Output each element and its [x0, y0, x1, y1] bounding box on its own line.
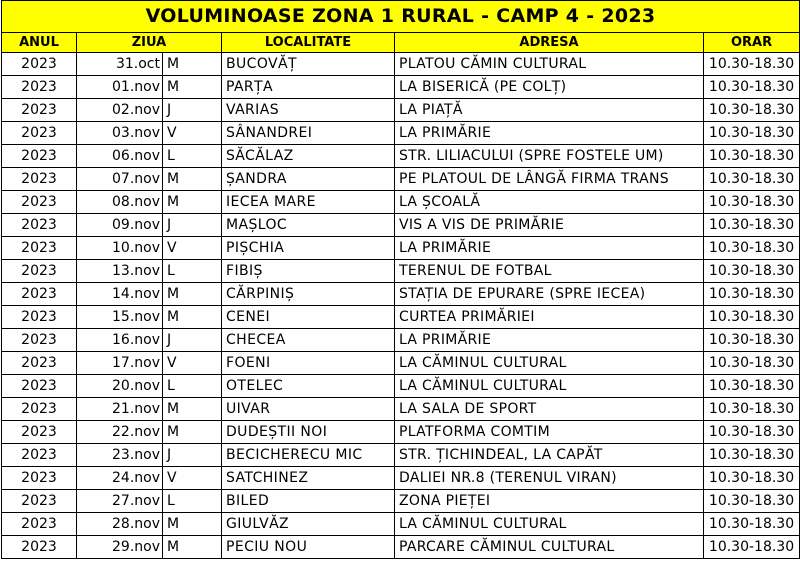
- date-cell: 20.nov: [77, 375, 163, 398]
- address-cell: LA PRIMĂRIE: [395, 237, 704, 260]
- date-cell: 08.nov: [77, 191, 163, 214]
- locality-cell: CHECEA: [222, 329, 395, 352]
- weekday-cell: J: [163, 444, 222, 467]
- year-cell: 2023: [2, 536, 77, 559]
- header-address: ADRESA: [395, 33, 704, 53]
- weekday-cell: L: [163, 490, 222, 513]
- table-row: [2, 214, 800, 237]
- table-row: [2, 260, 800, 283]
- date-cell: 27.nov: [77, 490, 163, 513]
- weekday-cell: M: [163, 283, 222, 306]
- hours-cell: 10.30-18.30: [704, 352, 800, 375]
- year-cell: 2023: [2, 237, 77, 260]
- weekday-cell: M: [163, 421, 222, 444]
- table-row: [2, 467, 800, 490]
- weekday-cell: M: [163, 168, 222, 191]
- year-cell: 2023: [2, 283, 77, 306]
- year-cell: 2023: [2, 76, 77, 99]
- date-cell: 06.nov: [77, 145, 163, 168]
- table-row: [2, 513, 800, 536]
- year-cell: 2023: [2, 444, 77, 467]
- address-cell: LA PRIMĂRIE: [395, 122, 704, 145]
- table-row: [2, 145, 800, 168]
- locality-cell: MAȘLOC: [222, 214, 395, 237]
- year-cell: 2023: [2, 168, 77, 191]
- locality-cell: BUCOVĂȚ: [222, 53, 395, 76]
- weekday-cell: L: [163, 375, 222, 398]
- hours-cell: 10.30-18.30: [704, 467, 800, 490]
- hours-cell: 10.30-18.30: [704, 122, 800, 145]
- header-year: ANUL: [2, 33, 77, 53]
- table-row: [2, 490, 800, 513]
- locality-cell: SATCHINEZ: [222, 467, 395, 490]
- weekday-cell: M: [163, 191, 222, 214]
- address-cell: PARCARE CĂMINUL CULTURAL: [395, 536, 704, 559]
- year-cell: 2023: [2, 53, 77, 76]
- locality-cell: ȘANDRA: [222, 168, 395, 191]
- weekday-cell: M: [163, 513, 222, 536]
- table-row: [2, 536, 800, 559]
- hours-cell: 10.30-18.30: [704, 260, 800, 283]
- address-cell: DALIEI NR.8 (TERENUL VIRAN): [395, 467, 704, 490]
- hours-cell: 10.30-18.30: [704, 99, 800, 122]
- date-cell: 14.nov: [77, 283, 163, 306]
- hours-cell: 10.30-18.30: [704, 76, 800, 99]
- header-locality: LOCALITATE: [222, 33, 395, 53]
- table-body: [2, 53, 800, 559]
- address-cell: LA ȘCOALĂ: [395, 191, 704, 214]
- table-row: [2, 421, 800, 444]
- weekday-cell: J: [163, 329, 222, 352]
- table-row: [2, 237, 800, 260]
- locality-cell: DUDEȘTII NOI: [222, 421, 395, 444]
- title-row: [2, 1, 800, 33]
- header-row: [2, 33, 800, 53]
- weekday-cell: V: [163, 352, 222, 375]
- weekday-cell: J: [163, 99, 222, 122]
- year-cell: 2023: [2, 99, 77, 122]
- table-row: [2, 398, 800, 421]
- weekday-cell: M: [163, 76, 222, 99]
- locality-cell: SĂCĂLAZ: [222, 145, 395, 168]
- hours-cell: 10.30-18.30: [704, 214, 800, 237]
- date-cell: 16.nov: [77, 329, 163, 352]
- hours-cell: 10.30-18.30: [704, 53, 800, 76]
- locality-cell: GIULVĂZ: [222, 513, 395, 536]
- locality-cell: SÂNANDREI: [222, 122, 395, 145]
- address-cell: PE PLATOUL DE LÂNGĂ FIRMA TRANS: [395, 168, 704, 191]
- hours-cell: 10.30-18.30: [704, 421, 800, 444]
- table-row: [2, 306, 800, 329]
- address-cell: LA CĂMINUL CULTURAL: [395, 513, 704, 536]
- hours-cell: 10.30-18.30: [704, 513, 800, 536]
- address-cell: PLATFORMA COMTIM: [395, 421, 704, 444]
- hours-cell: 10.30-18.30: [704, 191, 800, 214]
- weekday-cell: M: [163, 536, 222, 559]
- date-cell: 22.nov: [77, 421, 163, 444]
- table-row: [2, 191, 800, 214]
- date-cell: 09.nov: [77, 214, 163, 237]
- locality-cell: FIBIȘ: [222, 260, 395, 283]
- address-cell: STR. LILIACULUI (SPRE FOSTELE UM): [395, 145, 704, 168]
- hours-cell: 10.30-18.30: [704, 145, 800, 168]
- address-cell: TERENUL DE FOTBAL: [395, 260, 704, 283]
- address-cell: ZONA PIEȚEI: [395, 490, 704, 513]
- weekday-cell: M: [163, 53, 222, 76]
- table-row: [2, 76, 800, 99]
- year-cell: 2023: [2, 306, 77, 329]
- locality-cell: PARȚA: [222, 76, 395, 99]
- locality-cell: UIVAR: [222, 398, 395, 421]
- hours-cell: 10.30-18.30: [704, 283, 800, 306]
- page-title: VOLUMINOASE ZONA 1 RURAL - CAMP 4 - 2023: [2, 1, 800, 33]
- address-cell: LA BISERICĂ (PE COLȚ): [395, 76, 704, 99]
- locality-cell: BILED: [222, 490, 395, 513]
- table-row: [2, 444, 800, 467]
- hours-cell: 10.30-18.30: [704, 237, 800, 260]
- locality-cell: PECIU NOU: [222, 536, 395, 559]
- table-row: [2, 122, 800, 145]
- weekday-cell: V: [163, 122, 222, 145]
- locality-cell: BECICHERECU MIC: [222, 444, 395, 467]
- date-cell: 13.nov: [77, 260, 163, 283]
- hours-cell: 10.30-18.30: [704, 536, 800, 559]
- year-cell: 2023: [2, 329, 77, 352]
- date-cell: 31.oct: [77, 53, 163, 76]
- locality-cell: PIȘCHIA: [222, 237, 395, 260]
- header-hours: ORAR: [704, 33, 800, 53]
- weekday-cell: M: [163, 398, 222, 421]
- address-cell: LA PIAȚĂ: [395, 99, 704, 122]
- address-cell: PLATOU CĂMIN CULTURAL: [395, 53, 704, 76]
- year-cell: 2023: [2, 513, 77, 536]
- weekday-cell: L: [163, 145, 222, 168]
- header-day: ZIUA: [77, 33, 222, 53]
- address-cell: CURTEA PRIMĂRIEI: [395, 306, 704, 329]
- locality-cell: OTELEC: [222, 375, 395, 398]
- date-cell: 03.nov: [77, 122, 163, 145]
- hours-cell: 10.30-18.30: [704, 444, 800, 467]
- year-cell: 2023: [2, 260, 77, 283]
- date-cell: 21.nov: [77, 398, 163, 421]
- year-cell: 2023: [2, 421, 77, 444]
- weekday-cell: M: [163, 306, 222, 329]
- year-cell: 2023: [2, 490, 77, 513]
- hours-cell: 10.30-18.30: [704, 375, 800, 398]
- hours-cell: 10.30-18.30: [704, 398, 800, 421]
- address-cell: LA PRIMĂRIE: [395, 329, 704, 352]
- date-cell: 01.nov: [77, 76, 163, 99]
- address-cell: STR. ȚICHINDEAL, LA CAPĂT: [395, 444, 704, 467]
- year-cell: 2023: [2, 352, 77, 375]
- address-cell: STAȚIA DE EPURARE (SPRE IECEA): [395, 283, 704, 306]
- date-cell: 29.nov: [77, 536, 163, 559]
- table-row: [2, 99, 800, 122]
- address-cell: LA CĂMINUL CULTURAL: [395, 352, 704, 375]
- hours-cell: 10.30-18.30: [704, 490, 800, 513]
- weekday-cell: V: [163, 467, 222, 490]
- hours-cell: 10.30-18.30: [704, 329, 800, 352]
- address-cell: LA CĂMINUL CULTURAL: [395, 375, 704, 398]
- date-cell: 07.nov: [77, 168, 163, 191]
- year-cell: 2023: [2, 122, 77, 145]
- schedule-table: [1, 0, 800, 559]
- weekday-cell: J: [163, 214, 222, 237]
- address-cell: LA SALA DE SPORT: [395, 398, 704, 421]
- hours-cell: 10.30-18.30: [704, 168, 800, 191]
- address-cell: VIS A VIS DE PRIMĂRIE: [395, 214, 704, 237]
- date-cell: 10.nov: [77, 237, 163, 260]
- table-row: [2, 375, 800, 398]
- year-cell: 2023: [2, 398, 77, 421]
- date-cell: 17.nov: [77, 352, 163, 375]
- locality-cell: FOENI: [222, 352, 395, 375]
- year-cell: 2023: [2, 145, 77, 168]
- table-row: [2, 53, 800, 76]
- year-cell: 2023: [2, 214, 77, 237]
- year-cell: 2023: [2, 467, 77, 490]
- locality-cell: CĂRPINIȘ: [222, 283, 395, 306]
- year-cell: 2023: [2, 191, 77, 214]
- date-cell: 23.nov: [77, 444, 163, 467]
- table-row: [2, 352, 800, 375]
- locality-cell: VARIAS: [222, 99, 395, 122]
- date-cell: 02.nov: [77, 99, 163, 122]
- date-cell: 28.nov: [77, 513, 163, 536]
- date-cell: 24.nov: [77, 467, 163, 490]
- table-row: [2, 168, 800, 191]
- date-cell: 15.nov: [77, 306, 163, 329]
- year-cell: 2023: [2, 375, 77, 398]
- hours-cell: 10.30-18.30: [704, 306, 800, 329]
- weekday-cell: L: [163, 260, 222, 283]
- table-row: [2, 283, 800, 306]
- weekday-cell: V: [163, 237, 222, 260]
- locality-cell: CENEI: [222, 306, 395, 329]
- table-row: [2, 329, 800, 352]
- locality-cell: IECEA MARE: [222, 191, 395, 214]
